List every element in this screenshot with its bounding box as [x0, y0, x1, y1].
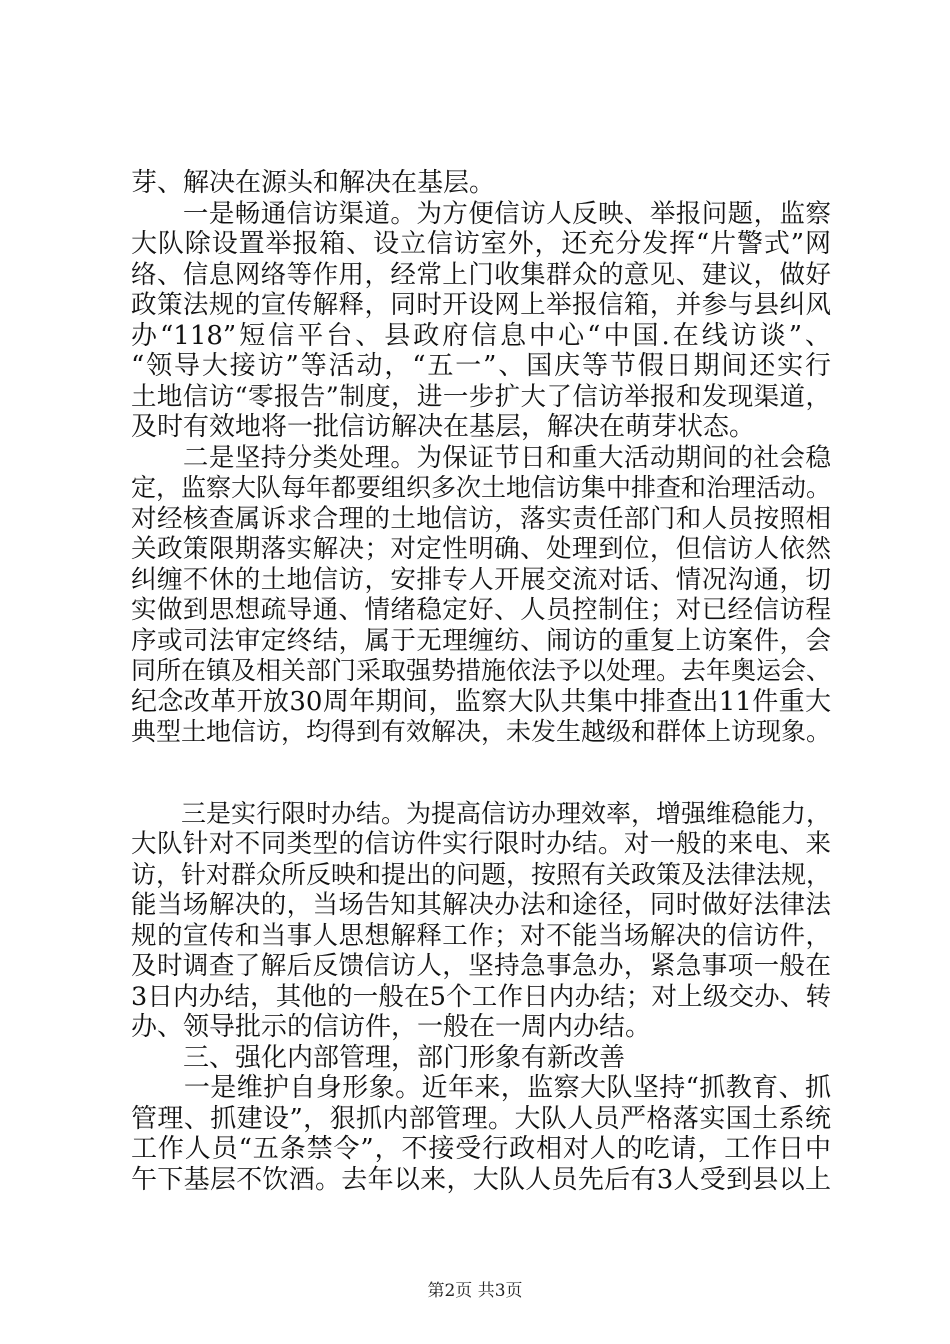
text-line: 及时有效地将一批信访解决在基层，解决在萌芽状态。 — [131, 412, 756, 442]
text-line: 管理、抓建设”，狠抓内部管理。大队人员严格落实国土系统 — [131, 1103, 831, 1134]
text-line: 工作人员“五条禁令”，不接受行政相对人的吃请，工作日中 — [131, 1134, 831, 1164]
text-line: 定，监察大队每年都要组织多次土地信访集中排查和治理活动。 — [131, 473, 832, 502]
text-line: 纠缠不休的土地信访，安排专人开展交流对话、情况沟通，切 — [131, 564, 831, 595]
text-line: 一是维护自身形象。近年来，监察大队坚持“抓教育、抓 — [131, 1073, 831, 1103]
paragraph-gap — [131, 748, 831, 799]
section-heading: 三、强化内部管理，部门形象有新改善 — [131, 1042, 626, 1073]
body-text — [131, 168, 831, 1195]
text-line: 土地信访“零报告”制度，进一步扩大了信访举报和发现渠道， — [131, 381, 831, 412]
text-line: 3日内办结，其他的一般在5个工作日内办结；对上级交办、转 — [131, 981, 831, 1012]
text-line: 对经核查属诉求合理的土地信访，落实责任部门和人员按照相 — [131, 503, 831, 534]
text-line: 三是实行限时办结。为提高信访办理效率，增强维稳能力， — [131, 798, 832, 828]
text-line: 大队除设置举报箱、设立信访室外，还充分发挥“片警式”网 — [131, 229, 831, 259]
text-line: 办“118”短信平台、县政府信息中心“中国.在线访谈”、 — [131, 320, 831, 351]
text-line: “领导大接访”等活动，“五一”、国庆等节假日期间还实行 — [131, 351, 831, 381]
text-line: 及时调查了解后反馈信访人，坚持急事急办，紧急事项一般在 — [131, 951, 831, 981]
text-line: 午下基层不饮酒。去年以来，大队人员先后有3人受到县以上 — [131, 1164, 831, 1195]
text-line: 能当场解决的，当场告知其解决办法和途径，同时做好法律法 — [131, 890, 831, 920]
text-line: 实做到思想疏导通、情绪稳定好、人员控制住；对已经信访程 — [131, 595, 831, 625]
text-line: 同所在镇及相关部门采取强势措施依法予以处理。去年奥运会、 — [131, 656, 832, 685]
text-line: 规的宣传和当事人思想解释工作；对不能当场解决的信访件， — [131, 920, 831, 951]
text-line: 关政策限期落实解决；对定性明确、处理到位，但信访人依然 — [131, 534, 831, 564]
text-line: 政策法规的宣传解释，同时开设网上举报信箱，并参与县纠风 — [131, 290, 831, 320]
text-line: 纪念改革开放30周年期间，监察大队共集中排查出11件重大 — [131, 686, 831, 717]
text-line: 序或司法审定终结，属于无理缠纺、闹访的重复上访案件，会 — [131, 625, 831, 656]
page-number-footer: 第2页 共3页 — [427, 1281, 523, 1301]
text-block-b — [131, 799, 831, 1196]
text-line: 大队针对不同类型的信访件实行限时办结。对一般的来电、来 — [131, 829, 831, 859]
text-line: 一是畅通信访渠道。为方便信访人反映、举报问题，监察 — [131, 198, 831, 229]
text-line: 典型土地信访，均得到有效解决，未发生越级和群体上访现象。 — [131, 717, 832, 746]
text-block-a — [131, 168, 831, 748]
text-line: 访，针对群众所反映和提出的问题，按照有关政策及法律法规， — [131, 859, 832, 889]
text-line: 芽、解决在源头和解决在基层。 — [131, 168, 496, 198]
text-line: 办、领导批示的信访件，一般在一周内办结。 — [131, 1012, 652, 1042]
text-line: 络、信息网络等作用，经常上门收集群众的意见、建议，做好 — [131, 259, 831, 290]
text-line: 二是坚持分类处理。为保证节日和重大活动期间的社会稳 — [131, 442, 831, 473]
